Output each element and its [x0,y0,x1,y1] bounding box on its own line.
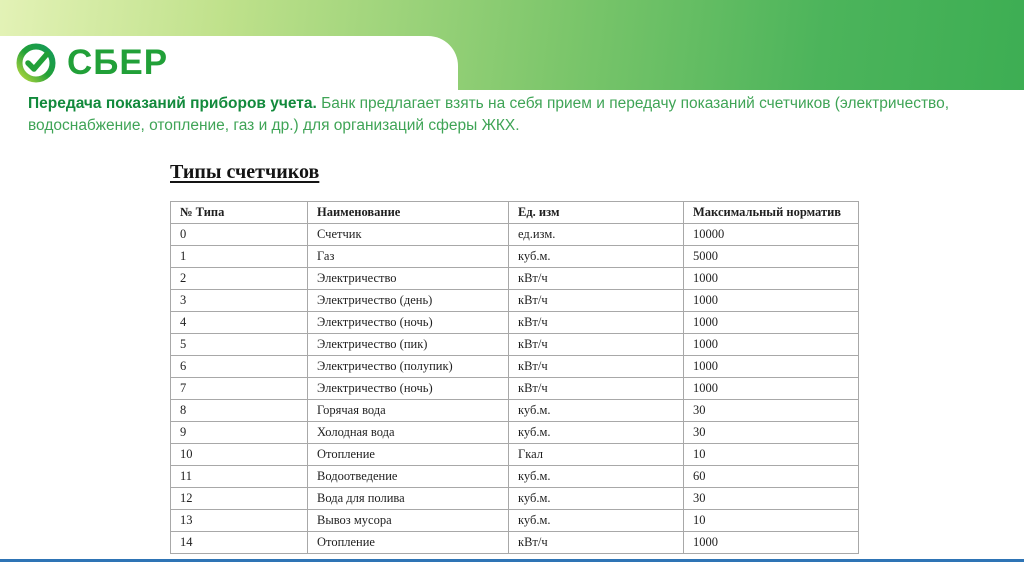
table-row [171,422,859,444]
table-row [171,444,859,466]
sber-logo [14,41,168,85]
table-row [171,532,859,554]
table-cell: куб.м. [509,400,684,422]
table-cell: 60 [684,466,859,488]
lead-title: Передача показаний приборов учета. [28,95,317,112]
lead-paragraph [28,93,996,138]
table-cell: куб.м. [509,422,684,444]
table-cell: 14 [171,532,308,554]
meter-types-table [170,201,859,554]
header-cell: Ед. изм [509,202,684,224]
table-cell: 7 [171,378,308,400]
table-cell: Электричество [308,268,509,290]
table-row [171,334,859,356]
table-cell: 30 [684,400,859,422]
table-cell: 0 [171,224,308,246]
table-row [171,378,859,400]
table-cell: Вывоз мусора [308,510,509,532]
table-row [171,488,859,510]
table-cell: Электричество (ночь) [308,312,509,334]
table-cell: кВт/ч [509,290,684,312]
table-cell: кВт/ч [509,312,684,334]
table-cell: 2 [171,268,308,290]
table-cell: 8 [171,400,308,422]
table-cell: 1000 [684,334,859,356]
table-header-row [171,202,859,224]
table-cell: куб.м. [509,488,684,510]
table-cell: Электричество (ночь) [308,378,509,400]
page-title: Типы счетчиков [170,161,320,183]
brand-wordmark: СБЕР [67,43,169,82]
table-cell: 1000 [684,290,859,312]
table-row [171,290,859,312]
table-cell: ед.изм. [509,224,684,246]
table-row [171,224,859,246]
table-cell: 9 [171,422,308,444]
table-cell: 1000 [684,268,859,290]
table-cell: 5 [171,334,308,356]
table-row [171,312,859,334]
table-cell: Электричество (полупик) [308,356,509,378]
table-cell: 5000 [684,246,859,268]
table-cell: 1000 [684,312,859,334]
table-cell: куб.м. [509,466,684,488]
lead-description: Банк предлагает взять на себя прием и передачу показаний счетчиков (электричество, водоснабжение, отопление, газ и др.) для организаций сферы ЖКХ. [28,95,950,135]
table-cell: кВт/ч [509,268,684,290]
table-cell: 1000 [684,532,859,554]
table-cell: 30 [684,488,859,510]
table-cell: Отопление [308,532,509,554]
table-cell: 3 [171,290,308,312]
table-cell: кВт/ч [509,378,684,400]
table-cell: 30 [684,422,859,444]
table-cell: Гкал [509,444,684,466]
table-cell: Счетчик [308,224,509,246]
table-cell: Холодная вода [308,422,509,444]
meter-table-container [170,201,858,554]
table-cell: 10 [684,510,859,532]
table-cell: кВт/ч [509,532,684,554]
table-cell: Вода для полива [308,488,509,510]
table-cell: Водоотведение [308,466,509,488]
table-body [171,224,859,554]
table-cell: 11 [171,466,308,488]
table-row [171,356,859,378]
table-cell: 10000 [684,224,859,246]
sber-checkmark-ring-icon [14,41,58,85]
table-row [171,466,859,488]
table-row [171,246,859,268]
table-cell: 4 [171,312,308,334]
table-cell: 1 [171,246,308,268]
header-cell: Максимальный норматив [684,202,859,224]
table-cell: 1000 [684,378,859,400]
table-cell: кВт/ч [509,334,684,356]
table-cell: 10 [171,444,308,466]
table-cell: 1000 [684,356,859,378]
table-cell: кВт/ч [509,356,684,378]
table-cell: Электричество (день) [308,290,509,312]
footer-divider-line [0,559,1024,562]
table-cell: Газ [308,246,509,268]
table-row [171,268,859,290]
table-row [171,510,859,532]
table-row [171,400,859,422]
table-cell: 13 [171,510,308,532]
table-cell: куб.м. [509,510,684,532]
logo-container [0,36,458,90]
table-cell: 10 [684,444,859,466]
table-cell: куб.м. [509,246,684,268]
table-cell: Электричество (пик) [308,334,509,356]
table-cell: Горячая вода [308,400,509,422]
table-cell: Отопление [308,444,509,466]
header-cell: Наименование [308,202,509,224]
table-cell: 6 [171,356,308,378]
header-cell: № Типа [171,202,308,224]
table-cell: 12 [171,488,308,510]
